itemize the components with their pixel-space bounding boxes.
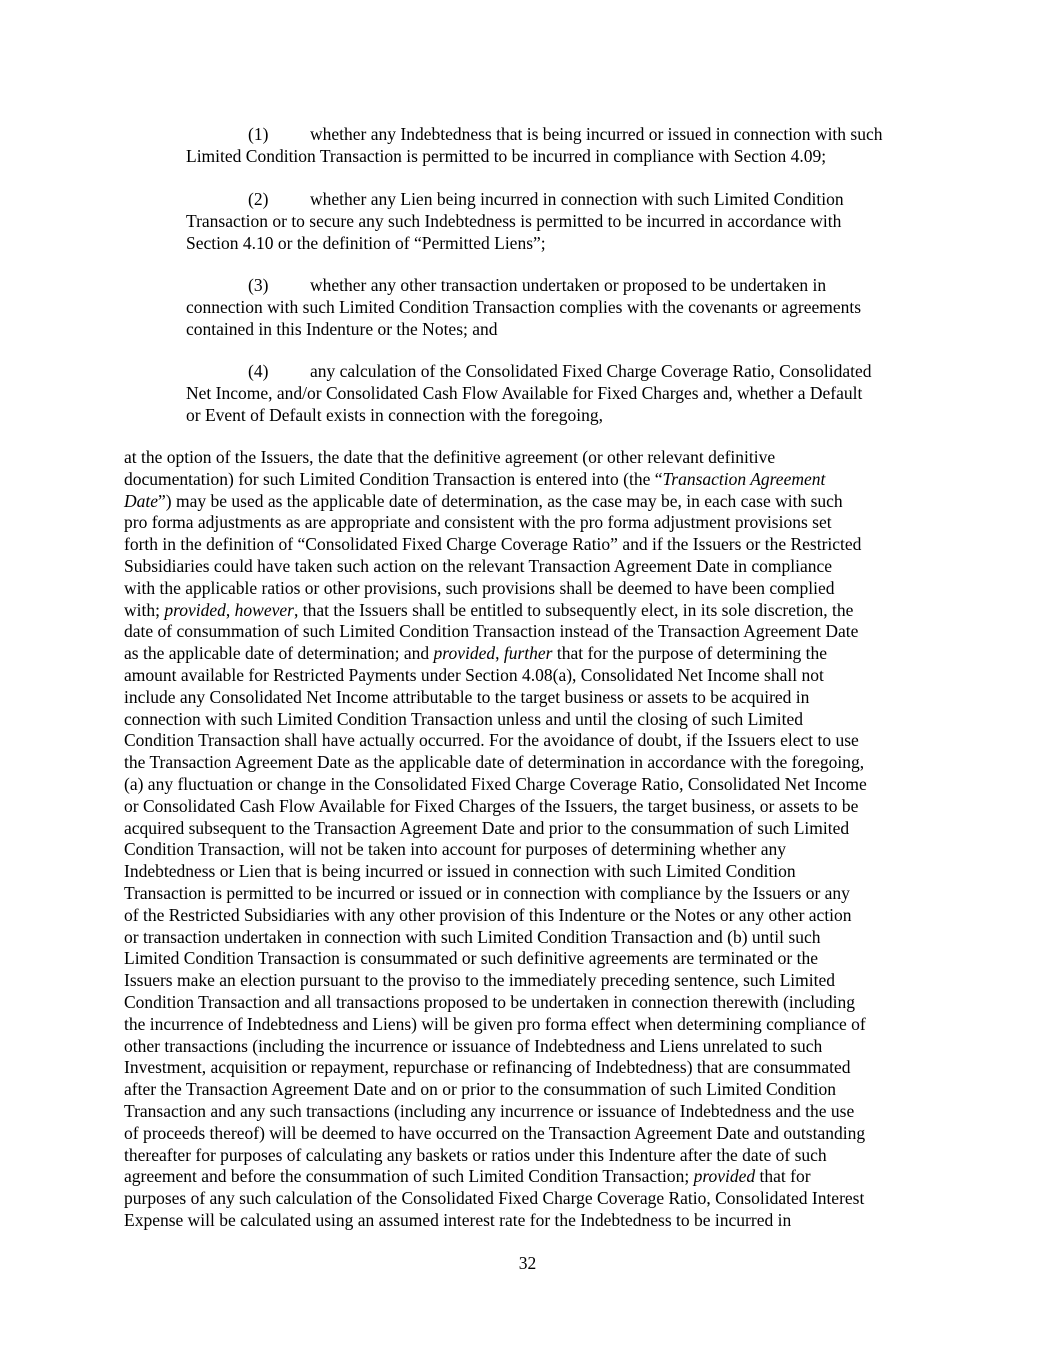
clause-text-line: connection with such Limited Condition Transaction complies with the covenants or agreements [186,296,862,317]
body-line: the incurrence of Indebtedness and Liens) will be given pro forma effect when determining compliance of [124,1013,866,1034]
body-text-run: that for the purpose of determining the [552,643,828,664]
body-line: connection with such Limited Condition Transaction unless and until the closing of such Limited [124,708,804,729]
body-line: Subsidiaries could have taken such action on the relevant Transaction Agreement Date in compliance [124,555,833,576]
proviso-italic: provided [164,599,226,620]
body-line: Investment, acquisition or repayment, repurchase or refinancing of Indebtedness) that are consummated [124,1057,851,1078]
proviso-italic: further [503,643,553,664]
body-line: Condition Transaction shall have actually occurred. For the avoidance of doubt, if the Issuers elect to use [124,730,859,751]
body-text-run: that for [755,1166,811,1187]
body-text-run: agreement and before the consummation of such Limited Condition Transaction; [124,1166,694,1187]
body-paragraph [124,447,944,1232]
defined-term-italic: Date [124,490,159,511]
clause-number: (1) [248,124,269,144]
body-line: of the Restricted Subsidiaries with any other provision of this Indenture or the Notes or any other action [124,904,852,925]
clause-text-line: Net Income, and/or Consolidated Cash Flow Available for Fixed Charges and, whether a Default [186,382,863,403]
body-line: at the option of the Issuers, the date that the definitive agreement (or other relevant definitive [124,447,776,467]
body-line: pro forma adjustments as are appropriate and consistent with the pro forma adjustment provisions set [124,512,832,533]
defined-term-italic: Transaction Agreement [662,468,826,489]
clause-text-line: Section 4.10 or the definition of “Permitted Liens”; [186,232,546,253]
body-line: Limited Condition Transaction is consummated or such definitive agreements are terminated or the [124,948,819,969]
body-line: acquired subsequent to the Transaction Agreement Date and prior to the consummation of such Limited [124,817,850,838]
body-text-run: as the applicable date of determination; and [124,643,434,664]
proviso-italic: provided [433,643,496,664]
clause-text-line: whether any other transaction undertaken or proposed to be undertaken in [310,275,827,295]
clause-text-line: Limited Condition Transaction is permitted to be incurred in compliance with Section 4.09; [186,145,827,166]
page-number: 32 [518,1253,537,1273]
clause-text-line: any calculation of the Consolidated Fixed Charge Coverage Ratio, Consolidated [310,361,872,381]
body-line: (a) any fluctuation or change in the Consolidated Fixed Charge Coverage Ratio, Consolidated Net Income [124,773,867,794]
body-line: other transactions (including the incurrence or issuance of Indebtedness and Liens unrelated to such [124,1035,823,1056]
body-line: purposes of any such calculation of the Consolidated Fixed Charge Coverage Ratio, Consolidated Interest [124,1188,865,1209]
body-line [124,1166,944,1188]
body-text-run: , [225,599,235,620]
body-text-run: documentation) for such Limited Condition Transaction is entered into (the “ [124,468,663,489]
body-line: forth in the definition of “Consolidated Fixed Charge Coverage Ratio” and if the Issuers or the Restricted [124,534,862,555]
clause-1 [186,124,946,168]
clause-2 [186,189,946,254]
clause-4 [186,361,946,426]
body-line: of proceeds thereof) will be deemed to have occurred on the Transaction Agreement Date and outstanding [124,1122,866,1143]
body-line [124,643,944,665]
body-line: amount available for Restricted Payments under Section 4.08(a), Consolidated Net Income shall not [124,664,824,685]
clause-text-line: or Event of Default exists in connection with the foregoing, [186,404,603,425]
body-text-run: , [495,643,504,664]
clause-text-line: Transaction or to secure any such Indebtedness is permitted to be incurred in accordance with [186,210,842,231]
body-line: Transaction and any such transactions (including any incurrence or issuance of Indebtedness and the use [124,1100,855,1121]
body-line: Condition Transaction, will not be taken into account for purposes of determining whether any [124,839,786,860]
body-line [124,469,944,491]
body-line: include any Consolidated Net Income attributable to the target business or assets to be acquired in [124,686,810,707]
body-line: Issuers make an election pursuant to the proviso to the immediately preceding sentence, such Limited [124,970,835,991]
clause-3 [186,275,946,340]
body-line: Transaction is permitted to be incurred or issued or in connection with compliance by the Issuers or any [124,882,850,903]
body-line: Condition Transaction and all transactions proposed to be undertaken in connection therewith (including [124,991,855,1012]
body-line: with the applicable ratios or other provisions, such provisions shall be deemed to have been complied [124,577,835,598]
body-line: or transaction undertaken in connection with such Limited Condition Transaction and (b) until such [124,926,821,947]
clause-number: (2) [248,189,269,209]
clause-text-line: contained in this Indenture or the Notes; and [186,318,498,339]
body-line: thereafter for purposes of calculating any baskets or ratios under this Indenture after the date of such [124,1144,827,1165]
body-line: or Consolidated Cash Flow Available for Fixed Charges of the Issuers, the target business, or assets to be [124,795,859,816]
body-line [124,491,944,513]
body-line: after the Transaction Agreement Date and on or prior to the consummation of such Limited Condition [124,1079,837,1100]
body-line: Expense will be calculated using an assumed interest rate for the Indebtedness to be incurred in [124,1209,792,1230]
proviso-italic: provided [693,1166,756,1187]
clause-number: (3) [248,275,269,295]
clause-text-line: whether any Indebtedness that is being incurred or issued in connection with such [310,124,883,144]
body-text-run: , that the Issuers shall be entitled to subsequently elect, in its sole discretion, the [293,599,854,620]
clause-text-line: whether any Lien being incurred in connection with such Limited Condition [310,189,844,209]
body-text-run: with; [124,599,165,620]
clause-number: (4) [248,361,269,381]
body-line [124,600,944,622]
body-line: the Transaction Agreement Date as the applicable date of determination in accordance with the foregoing, [124,752,865,773]
body-text-run: ”) may be used as the applicable date of determination, as the case may be, in each case with such [158,490,843,511]
body-line: Indebtedness or Lien that is being incurred or issued in connection with such Limited Condition [124,861,796,882]
body-line: date of consummation of such Limited Condition Transaction instead of the Transaction Agreement Date [124,621,859,642]
proviso-italic: however [234,599,294,620]
